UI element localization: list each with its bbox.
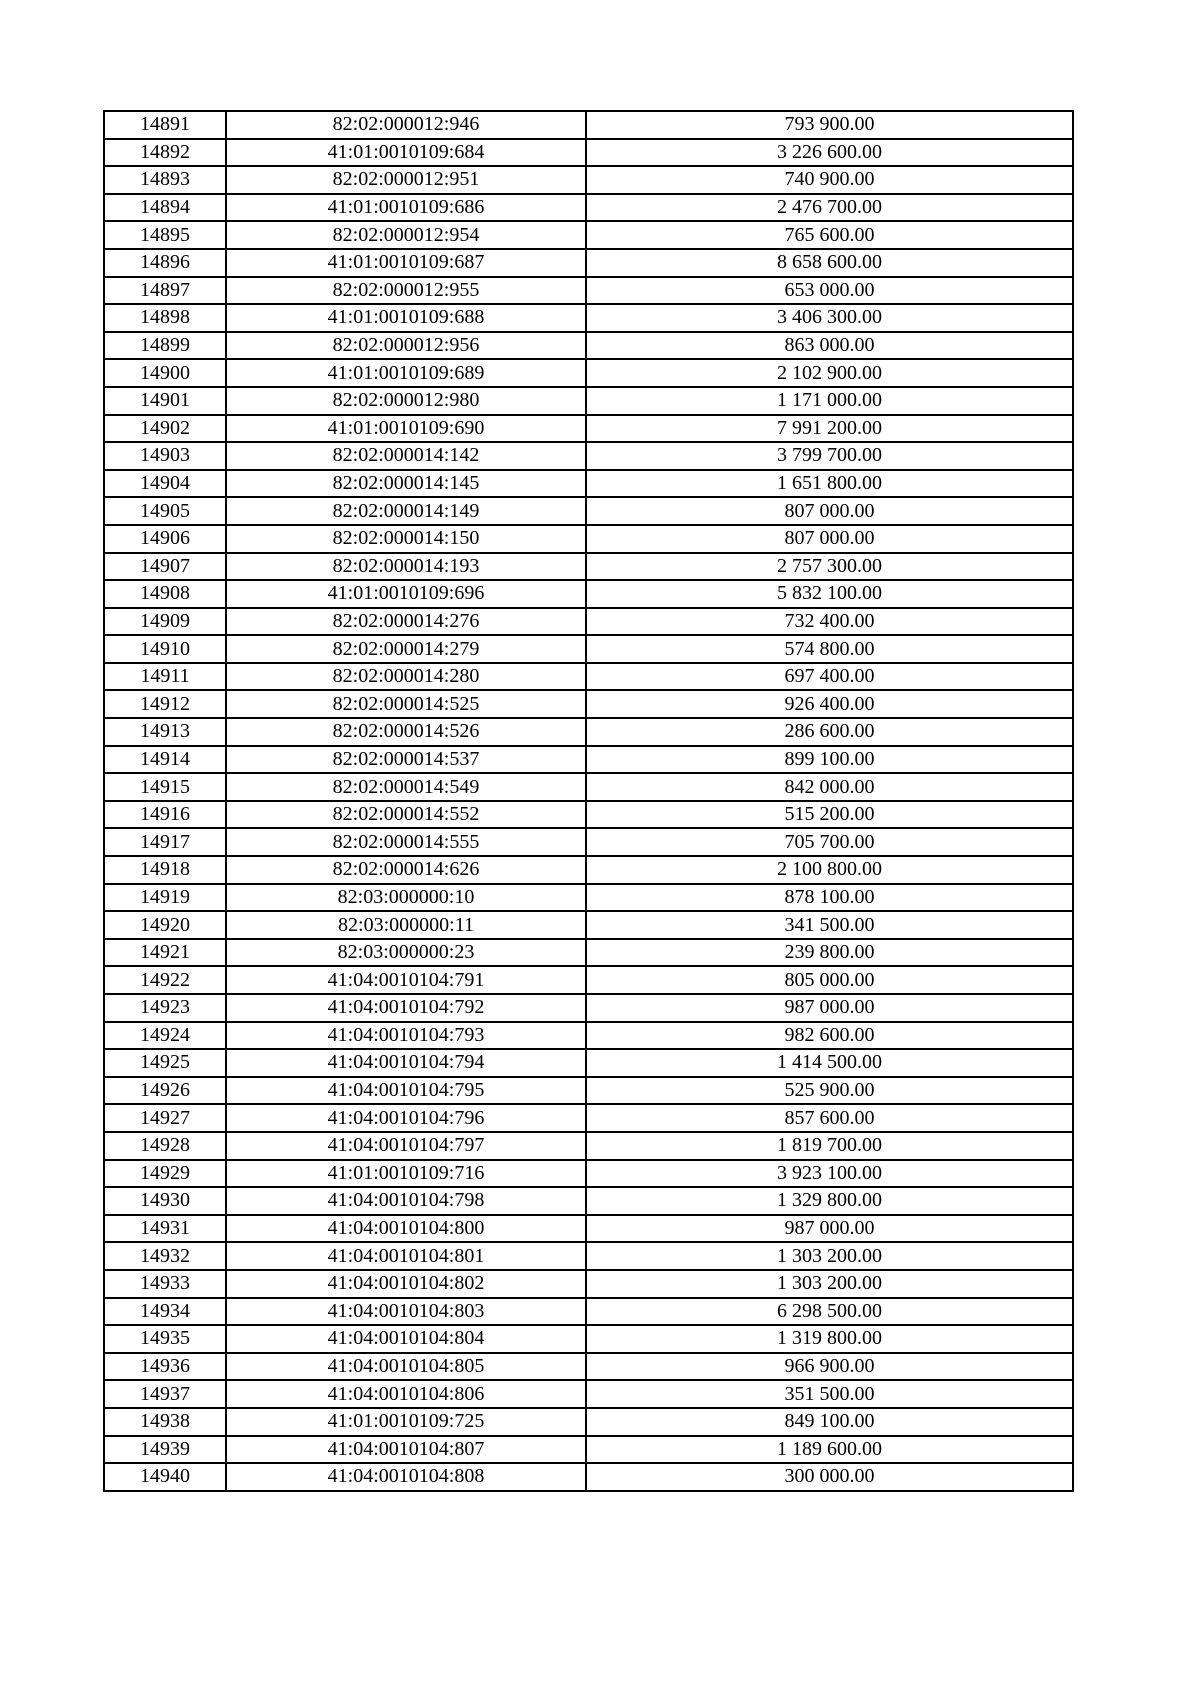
cadastral-value-cell: 3 799 700.00	[586, 442, 1073, 470]
row-number-cell: 14926	[104, 1077, 226, 1105]
cadastral-number-cell: 82:02:000014:276	[226, 608, 586, 636]
row-number-cell: 14933	[104, 1270, 226, 1298]
cadastral-value-cell: 807 000.00	[586, 525, 1073, 553]
cadastral-number-cell: 82:02:000014:150	[226, 525, 586, 553]
cadastral-value-cell: 2 757 300.00	[586, 553, 1073, 581]
row-number-cell: 14924	[104, 1022, 226, 1050]
row-number-cell: 14930	[104, 1187, 226, 1215]
cadastral-number-cell: 41:01:0010109:684	[226, 139, 586, 167]
cadastral-value-cell: 515 200.00	[586, 801, 1073, 829]
row-number-cell: 14937	[104, 1380, 226, 1408]
cadastral-value-cell: 849 100.00	[586, 1408, 1073, 1436]
row-number-cell: 14907	[104, 553, 226, 581]
table-row	[104, 1463, 1073, 1491]
cadastral-number-cell: 41:04:0010104:800	[226, 1215, 586, 1243]
cadastral-number-cell: 41:01:0010109:725	[226, 1408, 586, 1436]
row-number-cell: 14929	[104, 1160, 226, 1188]
cadastral-number-cell: 82:02:000012:955	[226, 277, 586, 305]
table-row	[104, 1408, 1073, 1436]
cadastral-number-cell: 41:04:0010104:793	[226, 1022, 586, 1050]
cadastral-number-cell: 41:04:0010104:791	[226, 966, 586, 994]
row-number-cell: 14916	[104, 801, 226, 829]
cadastral-number-cell: 82:02:000012:956	[226, 332, 586, 360]
row-number-cell: 14918	[104, 856, 226, 884]
cadastral-number-cell: 82:02:000014:149	[226, 497, 586, 525]
row-number-cell: 14923	[104, 994, 226, 1022]
table-row	[104, 1242, 1073, 1270]
table-row	[104, 139, 1073, 167]
cadastral-value-cell: 987 000.00	[586, 1215, 1073, 1243]
cadastral-value-cell: 300 000.00	[586, 1463, 1073, 1491]
cadastral-value-cell: 1 329 800.00	[586, 1187, 1073, 1215]
table-row	[104, 884, 1073, 912]
cadastral-value-cell: 1 651 800.00	[586, 470, 1073, 498]
table-row	[104, 608, 1073, 636]
cadastral-number-cell: 82:02:000014:549	[226, 773, 586, 801]
row-number-cell: 14906	[104, 525, 226, 553]
cadastral-value-cell: 1 189 600.00	[586, 1436, 1073, 1464]
table-row	[104, 1049, 1073, 1077]
cadastral-number-cell: 41:04:0010104:803	[226, 1298, 586, 1326]
cadastral-value-cell: 1 414 500.00	[586, 1049, 1073, 1077]
cadastral-value-cell: 966 900.00	[586, 1353, 1073, 1381]
cadastral-number-cell: 41:01:0010109:690	[226, 415, 586, 443]
row-number-cell: 14925	[104, 1049, 226, 1077]
cadastral-value-cell: 1 819 700.00	[586, 1132, 1073, 1160]
cadastral-number-cell: 41:04:0010104:807	[226, 1436, 586, 1464]
row-number-cell: 14908	[104, 580, 226, 608]
cadastral-number-cell: 41:04:0010104:806	[226, 1380, 586, 1408]
row-number-cell: 14896	[104, 249, 226, 277]
row-number-cell: 14893	[104, 166, 226, 194]
row-number-cell: 14910	[104, 635, 226, 663]
row-number-cell: 14898	[104, 304, 226, 332]
cadastral-number-cell: 41:04:0010104:796	[226, 1104, 586, 1132]
cadastral-number-cell: 82:02:000014:142	[226, 442, 586, 470]
cadastral-value-cell: 807 000.00	[586, 497, 1073, 525]
cadastral-value-cell: 3 406 300.00	[586, 304, 1073, 332]
cadastral-number-cell: 41:01:0010109:687	[226, 249, 586, 277]
cadastral-number-cell: 41:04:0010104:792	[226, 994, 586, 1022]
table-row	[104, 1353, 1073, 1381]
cadastral-value-cell: 2 476 700.00	[586, 194, 1073, 222]
table-row	[104, 690, 1073, 718]
cadastral-value-cell: 6 298 500.00	[586, 1298, 1073, 1326]
table-row	[104, 332, 1073, 360]
table-row	[104, 415, 1073, 443]
cadastral-number-cell: 41:04:0010104:801	[226, 1242, 586, 1270]
cadastral-number-cell: 41:01:0010109:688	[226, 304, 586, 332]
cadastral-value-cell: 987 000.00	[586, 994, 1073, 1022]
cadastral-value-cell: 842 000.00	[586, 773, 1073, 801]
row-number-cell: 14902	[104, 415, 226, 443]
row-number-cell: 14894	[104, 194, 226, 222]
cadastral-value-cell: 732 400.00	[586, 608, 1073, 636]
cadastral-value-cell: 878 100.00	[586, 884, 1073, 912]
row-number-cell: 14920	[104, 911, 226, 939]
row-number-cell: 14935	[104, 1325, 226, 1353]
cadastral-value-cell: 574 800.00	[586, 635, 1073, 663]
row-number-cell: 14938	[104, 1408, 226, 1436]
cadastral-number-cell: 82:02:000014:537	[226, 746, 586, 774]
cadastral-value-cell: 1 171 000.00	[586, 387, 1073, 415]
table-row	[104, 497, 1073, 525]
cadastral-value-cell: 2 100 800.00	[586, 856, 1073, 884]
table-row	[104, 525, 1073, 553]
table-row	[104, 1325, 1073, 1353]
row-number-cell: 14899	[104, 332, 226, 360]
cadastral-value-cell: 1 303 200.00	[586, 1270, 1073, 1298]
table-row	[104, 1132, 1073, 1160]
table-row	[104, 1187, 1073, 1215]
row-number-cell: 14928	[104, 1132, 226, 1160]
table-row	[104, 111, 1073, 139]
cadastral-value-cell: 3 923 100.00	[586, 1160, 1073, 1188]
table-row	[104, 1022, 1073, 1050]
table-row	[104, 635, 1073, 663]
table-row	[104, 1270, 1073, 1298]
row-number-cell: 14931	[104, 1215, 226, 1243]
table-row	[104, 580, 1073, 608]
table-row	[104, 828, 1073, 856]
cadastral-number-cell: 82:02:000012:946	[226, 111, 586, 139]
cadastral-value-cell: 286 600.00	[586, 718, 1073, 746]
table-row	[104, 1160, 1073, 1188]
cadastral-number-cell: 82:02:000014:526	[226, 718, 586, 746]
row-number-cell: 14919	[104, 884, 226, 912]
cadastral-value-cell: 3 226 600.00	[586, 139, 1073, 167]
cadastral-number-cell: 82:03:000000:23	[226, 939, 586, 967]
cadastral-value-cell: 653 000.00	[586, 277, 1073, 305]
table-row	[104, 194, 1073, 222]
cadastral-number-cell: 82:02:000014:145	[226, 470, 586, 498]
row-number-cell: 14915	[104, 773, 226, 801]
cadastral-number-cell: 41:04:0010104:802	[226, 1270, 586, 1298]
table-row	[104, 746, 1073, 774]
cadastral-number-cell: 82:02:000012:980	[226, 387, 586, 415]
table-row	[104, 1380, 1073, 1408]
row-number-cell: 14901	[104, 387, 226, 415]
table-row	[104, 994, 1073, 1022]
row-number-cell: 14895	[104, 221, 226, 249]
cadastral-number-cell: 41:04:0010104:795	[226, 1077, 586, 1105]
cadastral-value-cell: 697 400.00	[586, 663, 1073, 691]
table-row	[104, 277, 1073, 305]
row-number-cell: 14939	[104, 1436, 226, 1464]
cadastral-number-cell: 82:02:000014:626	[226, 856, 586, 884]
cadastral-number-cell: 82:03:000000:11	[226, 911, 586, 939]
row-number-cell: 14917	[104, 828, 226, 856]
row-number-cell: 14912	[104, 690, 226, 718]
table-row	[104, 856, 1073, 884]
row-number-cell: 14914	[104, 746, 226, 774]
row-number-cell: 14921	[104, 939, 226, 967]
table-row	[104, 166, 1073, 194]
cadastral-value-cell: 8 658 600.00	[586, 249, 1073, 277]
row-number-cell: 14913	[104, 718, 226, 746]
cadastral-number-cell: 41:04:0010104:804	[226, 1325, 586, 1353]
cadastral-value-cell: 899 100.00	[586, 746, 1073, 774]
cadastral-value-cell: 239 800.00	[586, 939, 1073, 967]
cadastral-number-cell: 41:04:0010104:798	[226, 1187, 586, 1215]
cadastral-value-cell: 926 400.00	[586, 690, 1073, 718]
table-row	[104, 470, 1073, 498]
row-number-cell: 14934	[104, 1298, 226, 1326]
cadastral-number-cell: 41:01:0010109:696	[226, 580, 586, 608]
table-row	[104, 249, 1073, 277]
cadastral-number-cell: 82:02:000012:954	[226, 221, 586, 249]
table-row	[104, 718, 1073, 746]
row-number-cell: 14900	[104, 359, 226, 387]
table-row	[104, 663, 1073, 691]
row-number-cell: 14911	[104, 663, 226, 691]
cadastral-number-cell: 82:02:000014:280	[226, 663, 586, 691]
table-row	[104, 221, 1073, 249]
table-row	[104, 1298, 1073, 1326]
cadastral-number-cell: 41:04:0010104:805	[226, 1353, 586, 1381]
table-row	[104, 1104, 1073, 1132]
table-row	[104, 442, 1073, 470]
cadastral-value-table	[103, 110, 1074, 1492]
table-body	[104, 111, 1073, 1491]
cadastral-value-cell: 525 900.00	[586, 1077, 1073, 1105]
cadastral-number-cell: 41:01:0010109:686	[226, 194, 586, 222]
cadastral-number-cell: 82:03:000000:10	[226, 884, 586, 912]
cadastral-value-cell: 705 700.00	[586, 828, 1073, 856]
cadastral-value-cell: 7 991 200.00	[586, 415, 1073, 443]
cadastral-number-cell: 41:04:0010104:797	[226, 1132, 586, 1160]
row-number-cell: 14932	[104, 1242, 226, 1270]
table-row	[104, 939, 1073, 967]
cadastral-number-cell: 82:02:000014:193	[226, 553, 586, 581]
cadastral-value-cell: 982 600.00	[586, 1022, 1073, 1050]
cadastral-number-cell: 82:02:000014:555	[226, 828, 586, 856]
cadastral-number-cell: 82:02:000014:525	[226, 690, 586, 718]
table-row	[104, 1077, 1073, 1105]
table-row	[104, 966, 1073, 994]
cadastral-number-cell: 41:01:0010109:689	[226, 359, 586, 387]
cadastral-value-cell: 2 102 900.00	[586, 359, 1073, 387]
table-row	[104, 553, 1073, 581]
row-number-cell: 14909	[104, 608, 226, 636]
table-row	[104, 387, 1073, 415]
cadastral-number-cell: 41:04:0010104:808	[226, 1463, 586, 1491]
cadastral-number-cell: 82:02:000014:279	[226, 635, 586, 663]
table-row	[104, 359, 1073, 387]
table-row	[104, 911, 1073, 939]
cadastral-number-cell: 82:02:000012:951	[226, 166, 586, 194]
row-number-cell: 14936	[104, 1353, 226, 1381]
cadastral-value-cell: 5 832 100.00	[586, 580, 1073, 608]
cadastral-value-cell: 1 303 200.00	[586, 1242, 1073, 1270]
cadastral-value-cell: 793 900.00	[586, 111, 1073, 139]
cadastral-value-cell: 740 900.00	[586, 166, 1073, 194]
row-number-cell: 14940	[104, 1463, 226, 1491]
cadastral-number-cell: 41:04:0010104:794	[226, 1049, 586, 1077]
table-row	[104, 1215, 1073, 1243]
row-number-cell: 14904	[104, 470, 226, 498]
row-number-cell: 14897	[104, 277, 226, 305]
cadastral-number-cell: 41:01:0010109:716	[226, 1160, 586, 1188]
cadastral-value-cell: 765 600.00	[586, 221, 1073, 249]
table-row	[104, 773, 1073, 801]
row-number-cell: 14903	[104, 442, 226, 470]
cadastral-value-cell: 341 500.00	[586, 911, 1073, 939]
row-number-cell: 14891	[104, 111, 226, 139]
cadastral-value-cell: 1 319 800.00	[586, 1325, 1073, 1353]
table-row	[104, 1436, 1073, 1464]
row-number-cell: 14892	[104, 139, 226, 167]
row-number-cell: 14927	[104, 1104, 226, 1132]
cadastral-value-cell: 857 600.00	[586, 1104, 1073, 1132]
row-number-cell: 14922	[104, 966, 226, 994]
table-row	[104, 304, 1073, 332]
cadastral-value-cell: 863 000.00	[586, 332, 1073, 360]
row-number-cell: 14905	[104, 497, 226, 525]
cadastral-value-cell: 351 500.00	[586, 1380, 1073, 1408]
table-row	[104, 801, 1073, 829]
cadastral-number-cell: 82:02:000014:552	[226, 801, 586, 829]
cadastral-value-cell: 805 000.00	[586, 966, 1073, 994]
